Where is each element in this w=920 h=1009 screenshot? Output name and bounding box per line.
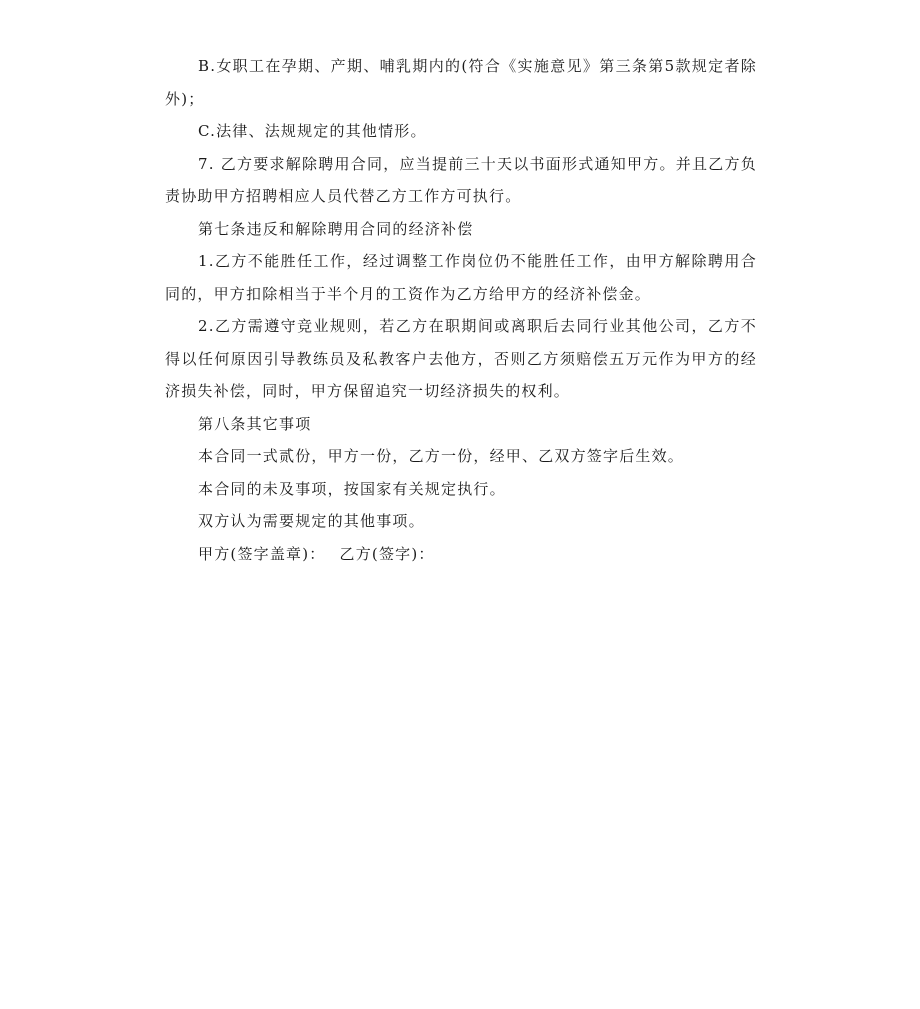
article-7-item-2: 2.乙方需遵守竞业规则，若乙方在职期间或离职后去同行业其他公司，乙方不得以任何原因引导教练员及私教客户去他方，否则乙方须赔偿五万元作为甲方的经济损失补偿，同时，甲方保留追究一切经济损失的权利。 bbox=[165, 317, 757, 400]
signature-line bbox=[165, 538, 757, 571]
article-7-heading: 第七条违反和解除聘用合同的经济补偿 bbox=[198, 219, 474, 238]
article-8-copies: 本合同一式贰份，甲方一份，乙方一份，经甲、乙双方签字后生效。 bbox=[198, 447, 685, 465]
party-a-signature-label: 甲方(签字盖章)： bbox=[198, 544, 326, 563]
clause-7-resignation-notice: 7. 乙方要求解除聘用合同，应当提前三十天以书面形式通知甲方。并且乙方负责协助甲方招聘相应人员代替乙方工作方可执行。 bbox=[165, 154, 757, 205]
article-8-heading: 第八条其它事项 bbox=[198, 414, 312, 433]
document-body bbox=[165, 50, 757, 570]
article-8-unmentioned-matters: 本合同的未及事项，按国家有关规定执行。 bbox=[198, 479, 506, 498]
article-8-other-matters: 双方认为需要规定的其他事项。 bbox=[198, 512, 425, 530]
party-b-signature-label: 乙方(签字)： bbox=[339, 544, 435, 563]
article-7-item-1: 1.乙方不能胜任工作，经过调整工作岗位仍不能胜任工作，由甲方解除聘用合同的，甲方扣除相当于半个月的工资作为乙方给甲方的经济补偿金。 bbox=[165, 252, 757, 303]
clause-b-female-workers: B.女职工在孕期、产期、哺乳期内的(符合《实施意见》第三条第5款规定者除外)； bbox=[165, 57, 757, 108]
clause-c-other-cases: C.法律、法规规定的其他情形。 bbox=[198, 122, 427, 140]
